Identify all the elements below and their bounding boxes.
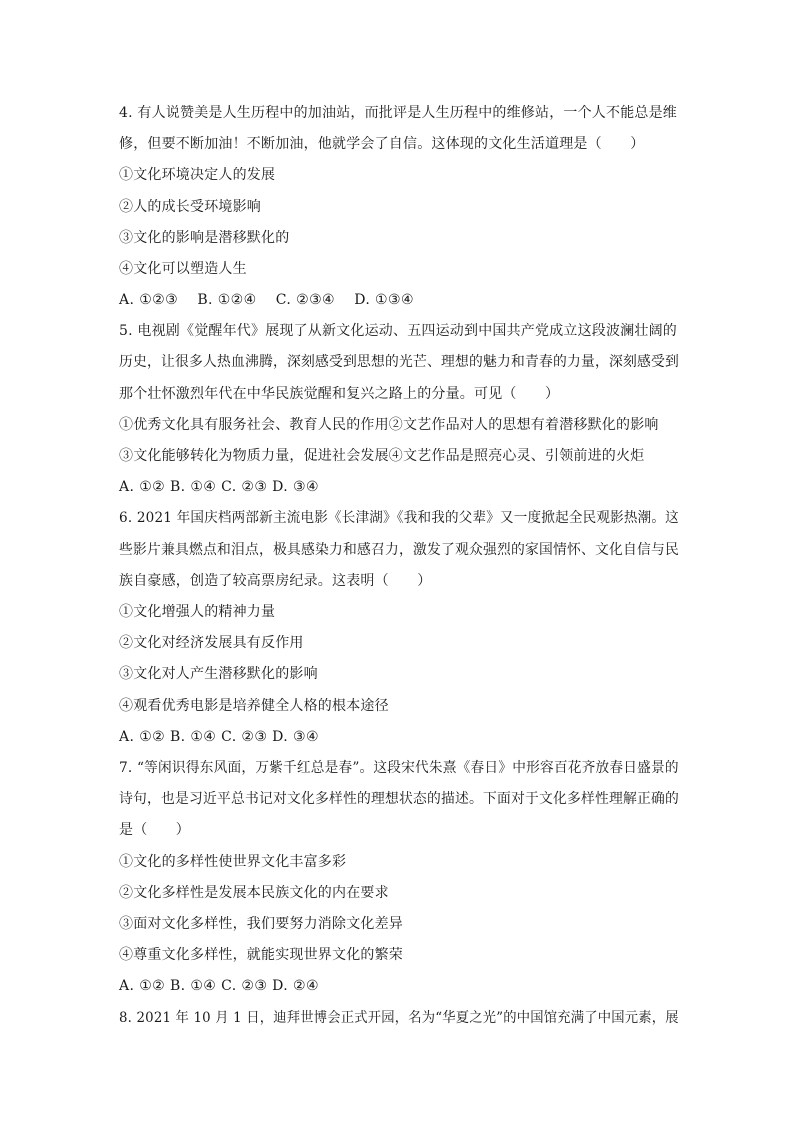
q8-stem-line-1: 8. 2021 年 10 月 1 日，迪拜世博会正式开园，名为“华夏之光”的中国馆充满了中国元素，展: [119, 1010, 679, 1026]
q5-item-line-2: ③文化能够转化为物质力量，促进社会发展④文艺作品是照亮心灵、引领前进的火炬: [119, 448, 645, 464]
q7-item-4: ④尊重文化多样性，就能实现世界文化的繁荣: [119, 947, 403, 963]
q6-item-3: ③文化对人产生潜移默化的影响: [119, 666, 318, 682]
q6-stem-line-2: 些影片兼具燃点和泪点，极具感染力和感召力，激发了观众强烈的家国情怀、文化自信与民: [119, 542, 679, 558]
q6-stem-line-3: 族自豪感，创造了较高票房纪录。这表明（ ）: [119, 573, 432, 589]
q4-item-2: ②人的成长受环境影响: [119, 199, 261, 215]
q4-item-1: ①文化环境决定人的发展: [119, 167, 276, 183]
q6-stem-line-1: 6. 2021 年国庆档两部新主流电影《长津湖》《我和我的父辈》又一度掀起全民观影热潮。这: [119, 510, 679, 526]
q4-stem-line-2: 修，但要不断加油！不断加油，他就学会了自信。这体现的文化生活道理是（ ）: [119, 136, 645, 152]
q5-stem-line-2: 历史，让很多人热血沸腾，深刻感受到思想的光芒、理想的魅力和青春的力量，深刻感受到: [119, 354, 679, 370]
q7-item-2: ②文化多样性是发展本民族文化的内在要求: [119, 885, 389, 901]
q5-options: A. ①② B. ①④ C. ②③ D. ③④: [119, 479, 319, 495]
q7-stem-line-3: 是（ ）: [119, 822, 190, 838]
q7-item-3: ③面对文化多样性，我们要努力消除文化差异: [119, 916, 403, 932]
q6-item-4: ④观看优秀电影是培养健全人格的根本途径: [119, 698, 389, 714]
q7-options: A. ①② B. ①④ C. ②③ D. ②④: [119, 978, 319, 994]
q6-item-2: ②文化对经济发展具有反作用: [119, 635, 304, 651]
q4-item-3: ③文化的影响是潜移默化的: [119, 230, 290, 246]
q5-stem-line-1: 5. 电视剧《觉醒年代》展现了从新文化运动、五四运动到中国共产党成立这段波澜壮阔的: [119, 323, 678, 339]
q6-item-1: ①文化增强人的精神力量: [119, 604, 276, 620]
q7-stem-line-1: 7. “等闲识得东风面，万紫千红总是春”。这段宋代朱熹《春日》中形容百花齐放春日盛景的: [119, 760, 679, 776]
q4-options: A. ①②③ B. ①②④ C. ②③④ D. ①③④: [119, 292, 414, 308]
q5-stem-line-3: 那个壮怀激烈年代在中华民族觉醒和复兴之路上的分量。可见（ ）: [119, 386, 560, 402]
q7-stem-line-2: 诗句，也是习近平总书记对文化多样性的理想状态的描述。下面对于文化多样性理解正确的: [119, 791, 679, 807]
q7-item-1: ①文化的多样性使世界文化丰富多彩: [119, 854, 347, 870]
q5-item-line-1: ①优秀文化具有服务社会、教育人民的作用②文艺作品对人的思想有着潜移默化的影响: [119, 417, 659, 433]
q4-stem-line-1: 4. 有人说赞美是人生历程中的加油站，而批评是人生历程中的维修站，一个人不能总是维: [119, 105, 678, 121]
q6-options: A. ①② B. ①④ C. ②③ D. ③④: [119, 729, 319, 745]
q4-item-4: ④文化可以塑造人生: [119, 261, 247, 277]
